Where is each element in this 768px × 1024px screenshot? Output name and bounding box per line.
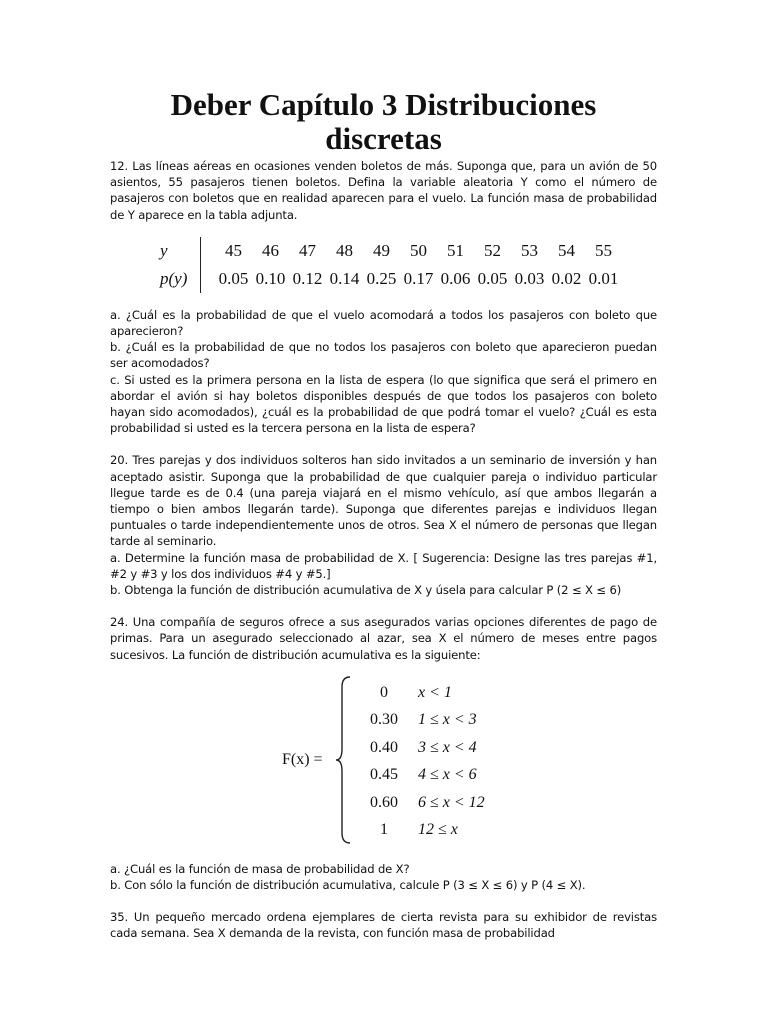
cdf-piece (356, 816, 485, 844)
pmf-p-value: 0.05 (477, 268, 508, 288)
cdf-piece (356, 734, 485, 762)
pmf-p-label: p(y) (160, 268, 188, 288)
pmf-p-value: 0.10 (255, 268, 286, 288)
cdf-piece (356, 706, 485, 734)
problem-24-intro: 24. Una compañía de seguros ofrece a sus asegurados varias opciones diferentes de pago de primas. Para un asegurado seleccionado al azar, sea X el número de meses entre pagos sucesivos. La función de distribución acumulativa es la siguiente: (110, 615, 657, 662)
problem-12-part-c: c. Si usted es la primera persona en la lista de espera (lo que significa que será el primero en abordar el avión si hay boletos disponibles después de que todos los pasajeros con boleto hayan sido acomodados), ¿cuál es la probabilidad de que podrá tomar el vuelo? ¿Cuál es esta probabilidad si usted es la tercera persona en la lista de espera? (110, 372, 657, 436)
pmf-p-value: 0.14 (329, 268, 360, 288)
problem-12-part-a: a. ¿Cuál es la probabilidad de que el vuelo acomodará a todos los pasajeros con boleto que aparecieron? (110, 307, 657, 339)
problem-12-intro: 12. Las líneas aéreas en ocasiones venden boletos de más. Suponga que, para un avión de 50 asientos, 55 pasajeros tienen boletos. Defina la variable aleatoria Y como el número de pasajeros con boletos que en realidad aparecen para el vuelo. La función masa de probabilidad de Y aparece en la tabla adjunta. (110, 159, 657, 222)
cdf-piece-condition: 12 ≤ x (418, 821, 458, 839)
pmf-y-value: 50 (410, 240, 427, 260)
cdf-label: F(x) = (282, 750, 323, 768)
cdf-piece (356, 679, 485, 707)
problem-35-intro: 35. Un pequeño mercado ordena ejemplares de cierta revista para su exhibidor de revistas cada semana. Sea X demanda de la revista, con función masa de probabilidad (110, 910, 657, 941)
pmf-y-value: 45 (225, 240, 242, 260)
cdf-piece-condition: x < 1 (418, 683, 452, 701)
cdf-piece-value: 0 (380, 683, 388, 701)
cdf-piece (356, 761, 485, 789)
pmf-y-label: y (160, 240, 168, 260)
cdf-piece-condition: 1 ≤ x < 3 (418, 711, 477, 729)
cdf-piecewise-function (110, 675, 657, 851)
cdf-piece-value: 0.30 (370, 711, 398, 729)
pmf-p-value: 0.12 (292, 268, 323, 288)
problem-12-part-b: b. ¿Cuál es la probabilidad de que no todos los pasajeros con boleto que aparecieron puedan ser acomodados? (110, 340, 657, 371)
cdf-piece-condition: 6 ≤ x < 12 (418, 793, 485, 811)
document-title: Deber Capítulo 3 Distribuciones discretas (170, 87, 597, 156)
pmf-p-value: 0.05 (218, 268, 249, 288)
cdf-piece-value: 1 (380, 821, 388, 839)
pmf-y-value: 47 (299, 240, 316, 260)
pmf-y-value: 55 (595, 240, 612, 260)
pmf-p-value: 0.25 (366, 268, 397, 288)
problem-24-part-b: b. Con sólo la función de distribución acumulativa, calcule P (3 ≤ X ≤ 6) y P (4 ≤ X). (110, 878, 586, 893)
problem-24-part-a: a. ¿Cuál es la función de masa de probabilidad de X? (110, 861, 410, 876)
pmf-p-value: 0.01 (588, 268, 619, 288)
pmf-row-p (160, 265, 622, 293)
cdf-piece-condition: 4 ≤ x < 6 (418, 766, 477, 784)
pmf-y-value: 49 (373, 240, 390, 260)
cdf-piece-value: 0.40 (370, 738, 398, 756)
problem-20-part-a: a. Determine la función masa de probabilidad de X. [ Sugerencia: Designe las tres parejas #1, #2 y #3 y los dos individuos #4 y #5.] (110, 550, 657, 581)
pmf-y-value: 54 (558, 240, 575, 260)
cdf-piece-condition: 3 ≤ x < 4 (418, 738, 477, 756)
problem-20-part-b: b. Obtenga la función de distribución acumulativa de X y úsela para calcular P (2 ≤ X ≤ 6) (110, 583, 622, 598)
pmf-y-value: 53 (521, 240, 538, 260)
cdf-piece-value: 0.45 (370, 766, 398, 784)
cdf-piece (356, 789, 485, 817)
cdf-piece-value: 0.60 (370, 793, 398, 811)
document-page (110, 0, 657, 942)
pmf-y-value: 46 (262, 240, 279, 260)
pmf-y-value: 48 (336, 240, 353, 260)
pmf-p-value: 0.17 (403, 268, 434, 288)
pmf-p-value: 0.02 (551, 268, 582, 288)
pmf-row-y (160, 237, 622, 265)
problem-20-intro: 20. Tres parejas y dos individuos solteros han sido invitados a un seminario de inversión y han aceptado asistir. Suponga que la probabilidad de que cualquier pareja o individuo particular llegue tarde es de 0.4 (una pareja viajará en el mismo vehículo, así que ambos llegarán a tiempo o bien ambos llegarán tarde). Suponga que diferentes parejas e individuos llegan puntuales o tarde independientemente unos de otros. Sea X el número de personas que llegan tarde al seminario. (110, 453, 657, 549)
pmf-y-value: 52 (484, 240, 501, 260)
cdf-rows (356, 679, 485, 844)
pmf-p-value: 0.03 (514, 268, 545, 288)
pmf-y-value: 51 (447, 240, 464, 260)
pmf-table-y (160, 237, 622, 293)
left-brace-icon (334, 675, 354, 845)
pmf-p-value: 0.06 (440, 268, 471, 288)
